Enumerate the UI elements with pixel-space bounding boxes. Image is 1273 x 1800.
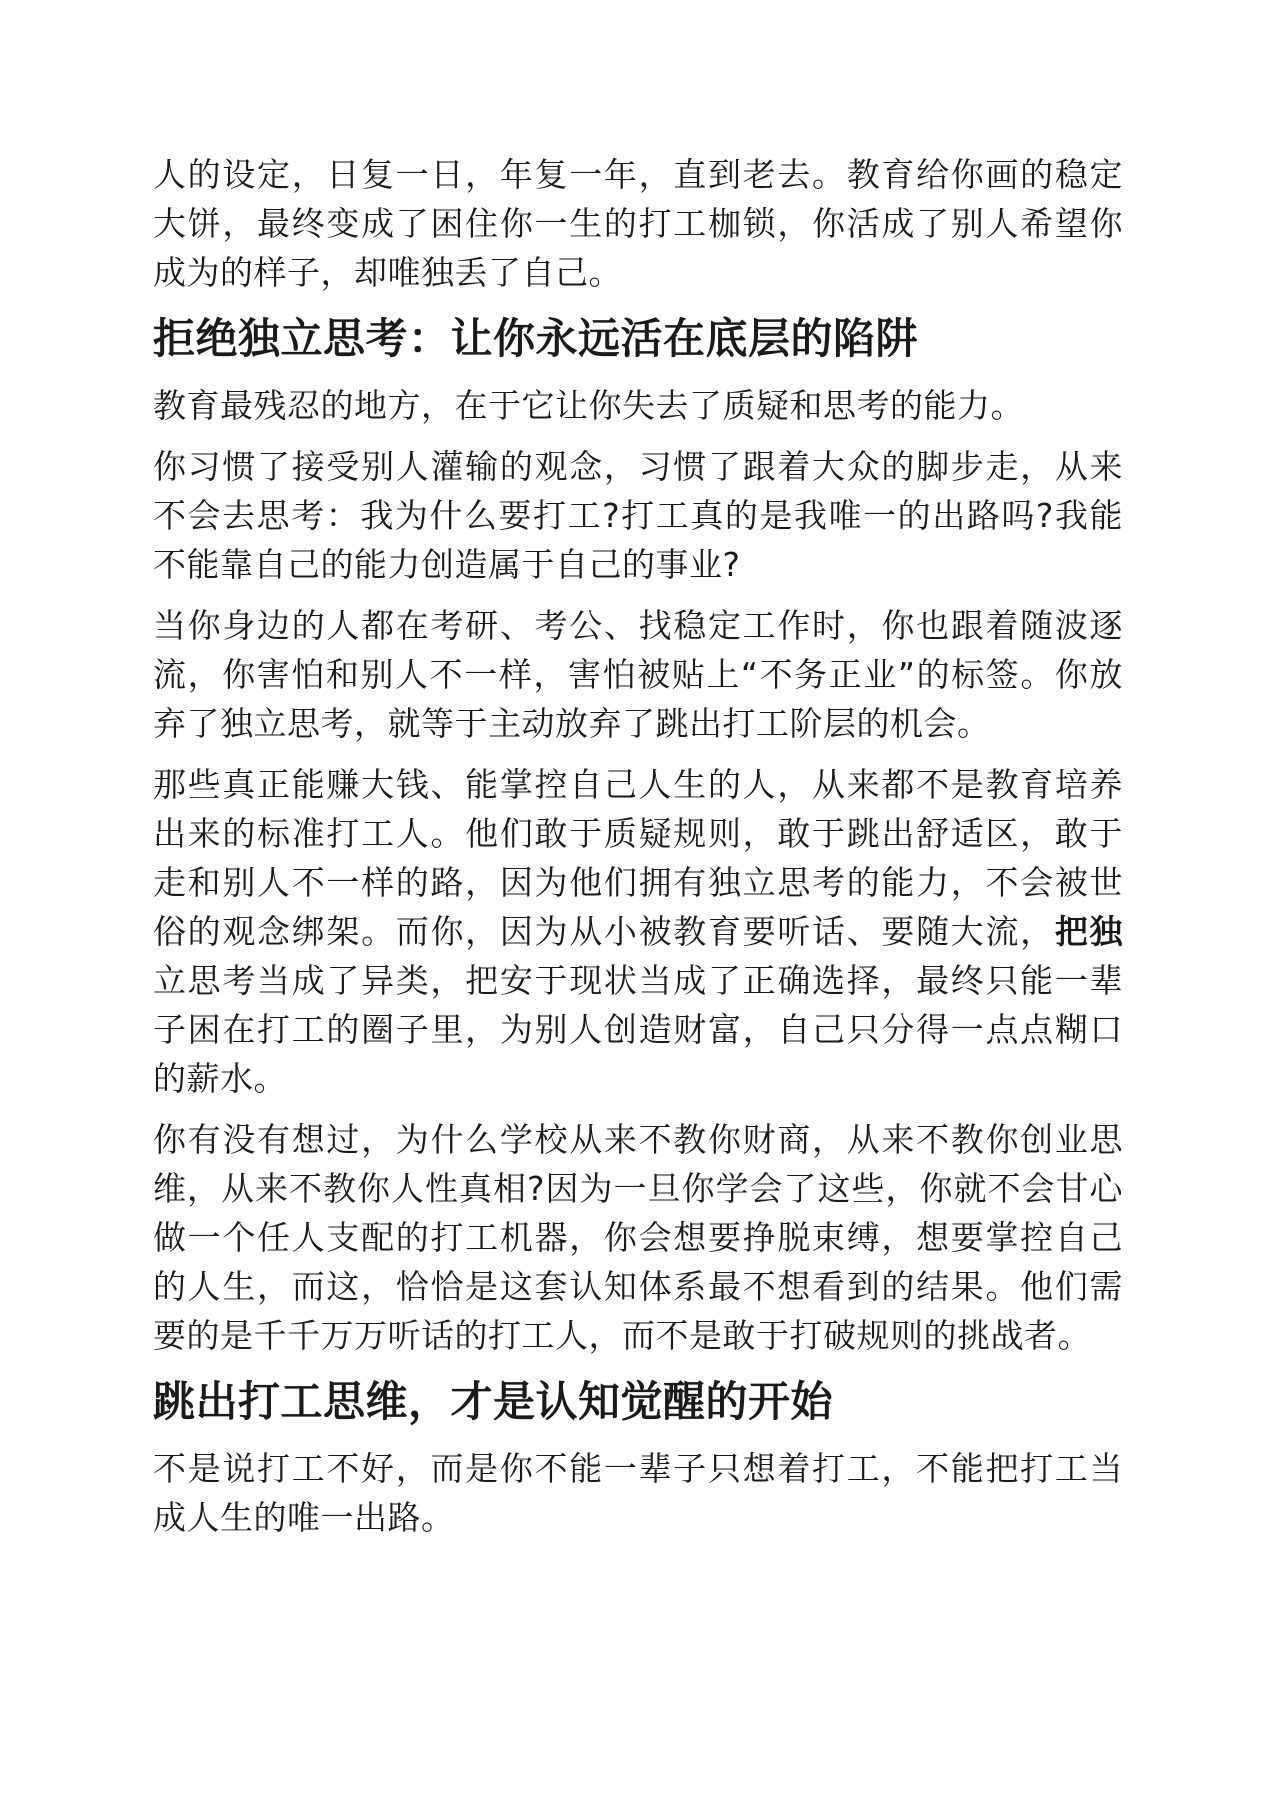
section-heading-cognitive-awakening: 跳出打工思维，才是认知觉醒的开始 [153, 1377, 834, 1426]
section-heading-independent-thinking: 拒绝独立思考：让你永远活在底层的陷阱 [153, 314, 919, 363]
section1-paragraph-1: 教育最残忍的地方，在于它让你失去了质疑和思考的能力。 [153, 386, 1024, 425]
section2-paragraph-1: 不是说打工不好，而是你不能一辈子只想着打工，不能把打工当成人生的唯一出路。 [153, 1449, 1123, 1537]
paragraph-text: 立思考当成了异类，把安于现状当成了正确选择，最终只能一辈子困在打工的圈子里，为别人创造财富，自己只分得一点点糊口的薪水。 [153, 961, 1123, 1098]
bold-emphasis: 把独 [1054, 912, 1124, 951]
paragraph-text: 那些真正能赚大钱、能掌控自己人生的人，从来都不是教育培养出来的标准打工人。他们敢于质疑规则，敢于跳出舒适区，敢于走和别人不一样的路，因为他们拥有独立思考的能力，不会被世俗的观念绑架。而你，因为从小被教育要听话、要随大流， [153, 765, 1123, 951]
section1-paragraph-4 [153, 760, 1123, 1103]
section1-paragraph-3: 当你身边的人都在考研、考公、找稳定工作时，你也跟着随波逐流，你害怕和别人不一样，害怕被贴上“不务正业”的标签。你放弃了独立思考，就等于主动放弃了跳出打工阶层的机会。 [153, 606, 1123, 743]
section1-paragraph-5: 你有没有想过，为什么学校从来不教你财商，从来不教你创业思维，从来不教你人性真相?因为一旦你学会了这些，你就不会甘心做一个任人支配的打工机器，你会想要挣脱束缚，想要掌控自己的人生，而这，恰恰是这套认知体系最不想看到的结果。他们需要的是千千万万听话的打工人，而不是敢于打破规则的挑战者。 [153, 1120, 1123, 1355]
intro-paragraph: 人的设定，日复一日，年复一年，直到老去。教育给你画的稳定大饼，最终变成了困住你一生的打工枷锁，你活成了别人希望你成为的样子，却唯独丢了自己。 [153, 155, 1123, 292]
section1-paragraph-2: 你习惯了接受别人灌输的观念，习惯了跟着大众的脚步走，从来不会去思考：我为什么要打工?打工真的是我唯一的出路吗?我能不能靠自己的能力创造属于自己的事业? [153, 447, 1123, 584]
document-page [153, 150, 1123, 1554]
